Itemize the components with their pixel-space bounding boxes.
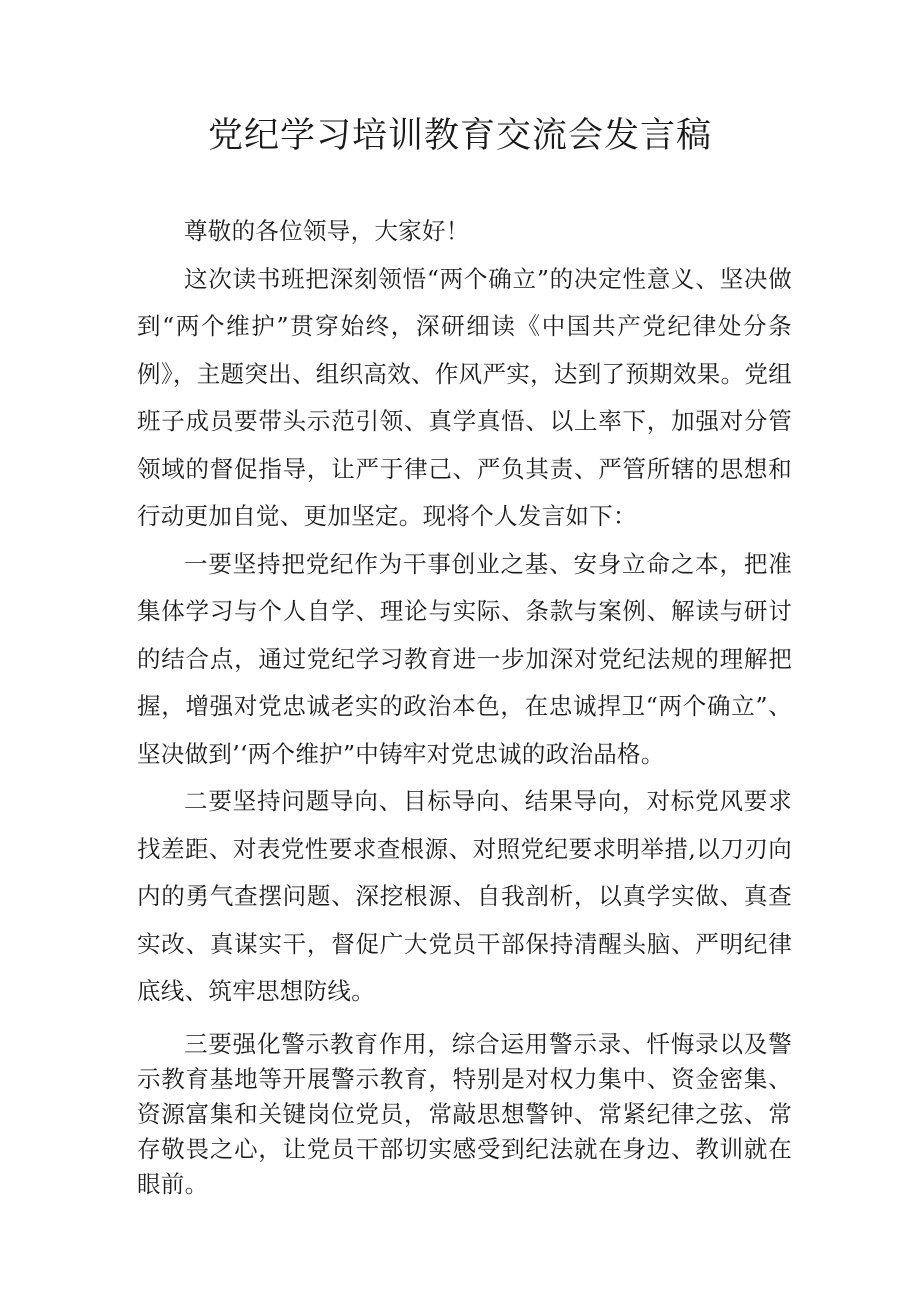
greeting-paragraph: 尊敬的各位领导，大家好！ bbox=[184, 217, 470, 245]
point-one-paragraph: 一要坚持把党纪作为干事创业之基、安身立命之本，把准集体学习与个人自学、理论与实际、条款与案例、解读与研讨的结合点，通过党纪学习教育进一步加深对党纪法规的理解把握，增强对党忠诚老实的政治本色，在忠诚捍卫“两个确立”、坚决做到’‘两个维护”中铸牢对党忠诚的政治品格。 bbox=[137, 549, 792, 768]
point-three-paragraph: 三要强化警示教育作用，综合运用警示录、忏悔录以及警示教育基地等开展警示教育，特别是对权力集中、资金密集、资源富集和关键岗位党员，常敲思想警钟、常紧纪律之弦、常存敬畏之心，让党员干部切实感受到纪法就在身边、教训就在眼前。 bbox=[137, 1029, 792, 1198]
document-body bbox=[137, 208, 792, 1202]
intro-paragraph: 这次读书班把深刻领悟“两个确立”的决定性意义、坚决做到“两个维护”贯穿始终，深研细读《中国共产党纪律处分条例》，主题突出、组织高效、作风严实，达到了预期效果。党组班子成员要带头示范引领、真学真悟、以上率下，加强对分管领域的督促指导，让严于律己、严负其责、严管所辖的思想和行动更加自觉、更加坚定。现将个人发言如下： bbox=[137, 264, 792, 530]
document-title: 党纪学习培训教育交流会发言稿 bbox=[207, 116, 712, 156]
point-two-paragraph: 二要坚持问题导向、目标导向、结果导向，对标党风要求找差距、对表党性要求查根源、对照党纪要求明举措,以刀刃向内的勇气查摆问题、深挖根源、自我剖析，以真学实做、真查实改、真谋实干，督促广大党员干部保持清醒头脑、严明纪律底线、筑牢思想防线。 bbox=[137, 787, 792, 1005]
